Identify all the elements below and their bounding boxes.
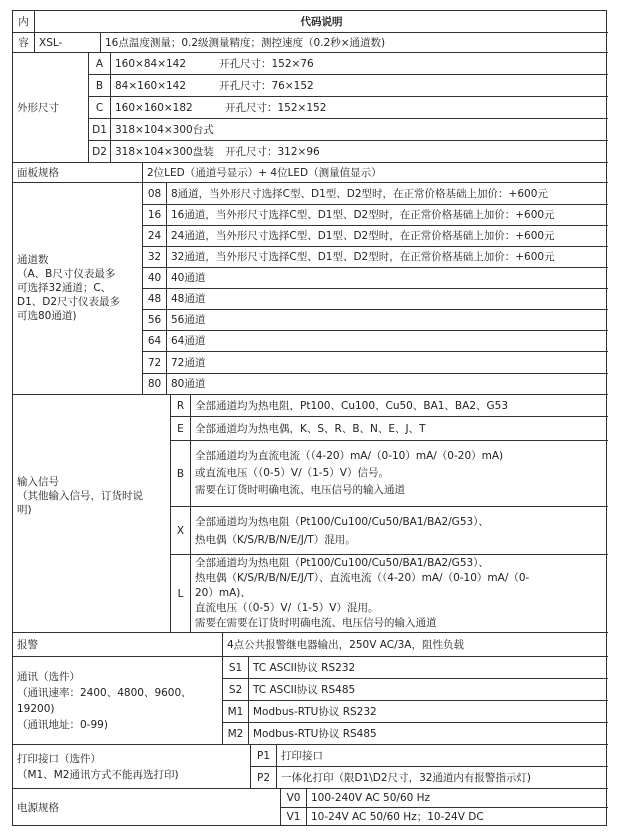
code-text: 16: [147, 209, 162, 221]
header-col-label-char: 容: [18, 36, 29, 49]
size-code: [89, 119, 111, 141]
code-text: D1: [92, 123, 107, 136]
input-line: 需要在订货时明确电流、电压信号的输入通道: [195, 484, 405, 496]
channel-code: [143, 374, 167, 395]
power-desc: [307, 808, 608, 826]
input-line: 全部通道均为直流电流（（4-20）mA/（0-10）mA/（0-20）mA): [195, 450, 504, 462]
label-line: （通讯速率：2400、4800、9600、: [17, 686, 192, 699]
size-code: [89, 141, 111, 163]
comm-desc: [249, 679, 608, 701]
label-line: 可选80通道): [17, 310, 77, 322]
alarm-label-text: 报警: [17, 638, 38, 651]
size-cutout: 开孔尺寸：152×152: [225, 101, 327, 114]
size-row: [111, 141, 608, 163]
channel-code: [143, 352, 167, 374]
comm-desc: [249, 657, 608, 679]
code-text: P2: [256, 771, 270, 784]
channel-desc: [167, 268, 608, 289]
power-desc: [307, 789, 608, 808]
channel-text: 72通道: [171, 356, 206, 369]
code-text: C: [95, 101, 104, 114]
print-desc: [277, 767, 608, 789]
code-text: L: [177, 587, 184, 600]
input-line: 20）mA)、: [195, 587, 251, 599]
channel-text: 80通道: [171, 378, 206, 390]
size-label-text: 外形尺寸: [17, 101, 59, 114]
code-text: B: [176, 467, 185, 480]
code-text: A: [95, 57, 104, 70]
input-label: [13, 395, 171, 633]
channel-desc: [167, 310, 608, 331]
alarm-label: [13, 633, 223, 657]
table-title: [35, 11, 608, 33]
code-text: 64: [147, 335, 162, 347]
code-text: 56: [147, 314, 162, 326]
panel-label: [13, 163, 143, 183]
comm-code: [223, 701, 249, 723]
channels-label: [13, 183, 143, 395]
code-text: S2: [228, 683, 243, 696]
power-code: [281, 808, 307, 826]
size-dims: 318×104×300台式: [115, 123, 214, 136]
channel-desc: [167, 226, 608, 247]
channel-desc: [167, 205, 608, 226]
print-text: 打印接口: [281, 749, 323, 762]
print-label: [13, 745, 251, 789]
model-description: [101, 33, 608, 53]
alarm-value-text: 4点公共报警继电器输出，250V AC/3A，阻性负载: [227, 638, 464, 651]
channel-text: 24通道，当外形尺寸选择C型、D1型、D2型时，在正常价格基础上加价：+600元: [171, 230, 555, 242]
label-line: （A、B尺寸仪表最多: [17, 268, 116, 280]
size-cutout: 开孔尺寸：76×152: [219, 79, 314, 92]
panel-value-text: 2位LED（通道号显示）+ 4位LED（测量值显示）: [147, 166, 382, 179]
input-line: 全部通道均为热电阻（Pt100/Cu100/Cu50/BA1/BA2/G53）、: [195, 515, 489, 528]
code-text: P1: [256, 749, 270, 762]
channel-text: 32通道，当外形尺寸选择C型、D1型、D2型时，在正常价格基础上加价：+600元: [171, 251, 555, 263]
comm-text: Modbus-RTU协议 RS232: [253, 705, 377, 718]
code-text: 08: [147, 187, 162, 200]
channel-code: [143, 205, 167, 226]
code-text: E: [177, 422, 184, 435]
input-desc: [191, 507, 608, 555]
channel-code: [143, 247, 167, 268]
label-line: 19200): [17, 702, 55, 715]
size-code: [89, 53, 111, 75]
code-text: D2: [92, 145, 107, 158]
size-row: [111, 97, 608, 119]
model-text: XSL-: [39, 36, 63, 49]
channel-text: 48通道: [171, 293, 206, 305]
input-desc: [191, 395, 608, 417]
model-desc-text: 16点温度测量；0.2级测量精度；测控速度（0.2秒×通道数): [105, 36, 386, 49]
input-code: [171, 555, 191, 633]
comm-label: [13, 657, 223, 745]
channel-text: 40通道: [171, 272, 206, 284]
channel-desc: [167, 352, 608, 374]
input-desc: [191, 441, 608, 507]
code-text: X: [176, 524, 185, 537]
size-code: [89, 97, 111, 119]
channel-code: [143, 289, 167, 310]
print-code: [251, 767, 277, 789]
power-text: 100-240V AC 50/60 Hz: [311, 792, 431, 804]
input-line: 全部通道均为热电阻（Pt100/Cu100/Cu50/BA1/BA2/G53）、: [195, 557, 489, 569]
input-code: [171, 395, 191, 417]
label-line: 通讯（选件）: [17, 670, 80, 683]
code-text: M2: [227, 727, 244, 740]
input-code: [171, 507, 191, 555]
code-text: R: [176, 399, 185, 412]
print-desc: [277, 745, 608, 767]
input-line: 全部通道均为热电阻，Pt100、Cu100、Cu50、BA1、BA2、G53: [195, 399, 508, 412]
size-row: [111, 53, 608, 75]
label-line: D1、D2尺寸仪表最多: [17, 296, 121, 308]
label-line: 通道数: [17, 254, 49, 266]
channel-code: [143, 331, 167, 352]
code-text: 80: [147, 378, 162, 390]
size-row: [111, 119, 608, 141]
code-text: 24: [147, 230, 162, 242]
code-spec-table: [12, 10, 607, 826]
channel-desc: [167, 183, 608, 205]
size-dims: 318×104×300盘装: [115, 145, 214, 158]
channel-text: 64通道: [171, 335, 206, 347]
header-col-label-char: 内: [18, 15, 29, 28]
input-line: 需要在需要在订货时明确电流、电压信号的输入通道: [195, 617, 437, 629]
print-code: [251, 745, 277, 767]
input-desc: [191, 417, 608, 441]
input-code: [171, 417, 191, 441]
comm-code: [223, 723, 249, 745]
comm-desc: [249, 701, 608, 723]
input-line: 直流电压（（0-5）V/（1-5）V）混用。: [195, 602, 379, 614]
channel-text: 56通道: [171, 314, 206, 326]
code-text: M1: [227, 705, 244, 718]
code-text: B: [95, 79, 104, 92]
channel-code: [143, 268, 167, 289]
channel-text: 16通道，当外形尺寸选择C型、D1型、D2型时，在正常价格基础上加价：+600元: [171, 209, 555, 221]
label-line: （通讯地址：0-99): [17, 718, 108, 731]
header-col-label-bottom: [13, 33, 35, 53]
power-text: 10-24V AC 50/60 Hz；10-24V DC: [311, 811, 484, 823]
size-code: [89, 75, 111, 97]
header-col-label-top: [13, 11, 35, 33]
input-line: 热电偶（K/S/R/B/N/E/J/T）混用。: [195, 533, 356, 546]
input-code: [171, 441, 191, 507]
code-text: V0: [286, 792, 301, 804]
alarm-value: [223, 633, 608, 657]
input-line: 热电偶（K/S/R/B/N/E/J/T）、直流电流（（4-20）mA/（0-10）mA/（0-: [195, 572, 530, 584]
code-text: V1: [286, 811, 301, 823]
input-line: 或直流电压（（0-5）V/（1-5）V）信号。: [195, 467, 389, 479]
size-dims: 160×84×142: [115, 57, 187, 70]
channel-desc: [167, 289, 608, 310]
size-cutout: 开孔尺寸：152×76: [219, 57, 314, 70]
comm-code: [223, 679, 249, 701]
label-line: （M1、M2通讯方式不能再选打印): [17, 768, 179, 781]
size-row: [111, 75, 608, 97]
code-text: 40: [147, 272, 162, 284]
channel-code: [143, 310, 167, 331]
label-line: 打印接口（选件）: [17, 752, 101, 765]
channel-code: [143, 183, 167, 205]
power-code: [281, 789, 307, 808]
label-line: 明): [17, 504, 32, 516]
label-line: 输入信号: [17, 476, 59, 488]
label-line: （其他输入信号，订货时说: [17, 490, 143, 502]
code-text: S1: [228, 661, 243, 674]
size-dims: 160×160×182: [115, 101, 193, 114]
title-text: 代码说明: [300, 15, 343, 28]
comm-code: [223, 657, 249, 679]
code-text: 72: [147, 356, 162, 369]
print-text: 一体化打印（限D1\D2尺寸，32通道内有报警指示灯): [281, 771, 532, 784]
comm-text: Modbus-RTU协议 RS485: [253, 727, 377, 740]
panel-label-text: 面板规格: [17, 166, 59, 179]
label-line: 可选择32通道；C、: [17, 282, 112, 294]
power-label: [13, 789, 281, 826]
comm-desc: [249, 723, 608, 745]
channel-text: 8通道，当外形尺寸选择C型、D1型、D2型时，在正常价格基础上加价：+600元: [171, 187, 548, 200]
size-dims: 84×160×142: [115, 79, 187, 92]
code-text: 32: [147, 251, 162, 263]
input-line: 全部通道均为热电偶，K、S、R、B、N、E、J、T: [195, 422, 426, 435]
size-cutout: 开孔尺寸：312×96: [225, 145, 320, 158]
model-prefix: [35, 33, 101, 53]
power-label-text: 电源规格: [17, 801, 59, 814]
panel-value: [143, 163, 608, 183]
comm-text: TC ASCII协议 RS232: [253, 661, 356, 674]
code-text: 48: [147, 293, 162, 305]
channel-code: [143, 226, 167, 247]
channel-desc: [167, 247, 608, 268]
size-label: [13, 53, 89, 163]
channel-desc: [167, 331, 608, 352]
input-desc: [191, 555, 608, 633]
channel-desc: [167, 374, 608, 395]
comm-text: TC ASCII协议 RS485: [253, 683, 356, 696]
